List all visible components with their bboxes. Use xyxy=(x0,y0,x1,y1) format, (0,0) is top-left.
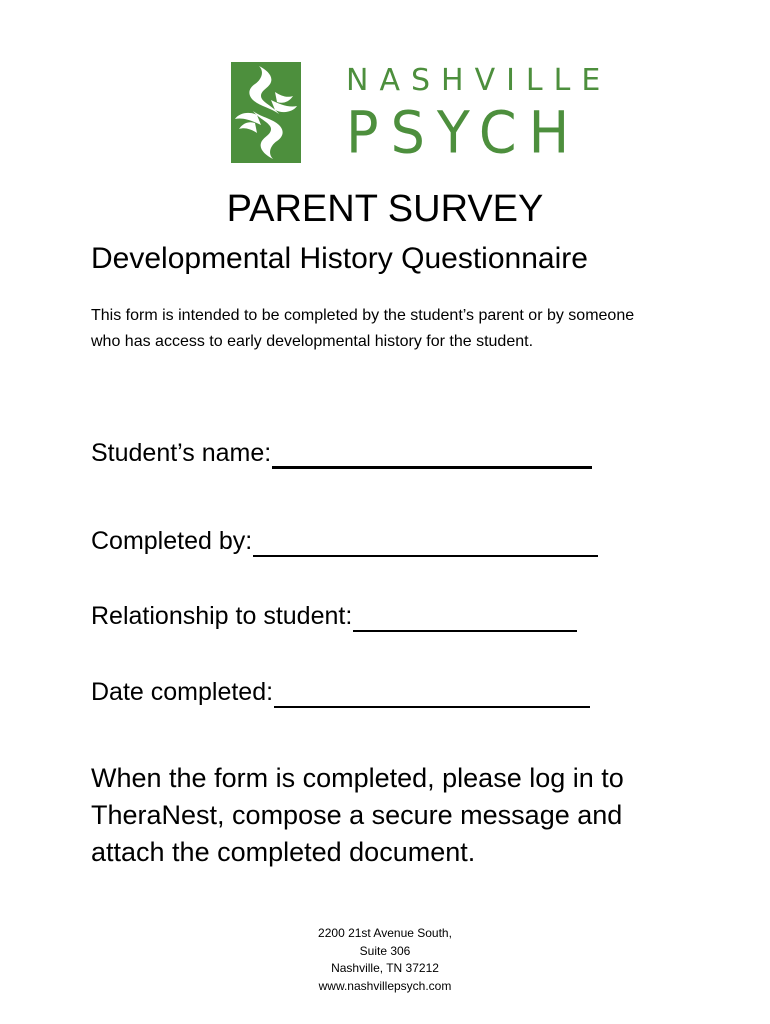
address-suite: Suite 306 xyxy=(359,943,411,958)
logo-text-psych: PSYCH xyxy=(346,98,582,167)
relationship-field xyxy=(91,600,577,632)
completed-by-input[interactable] xyxy=(253,529,598,557)
submission-instructions: When the form is completed, please log in to TheraNest, compose a secure message and attach the completed document. xyxy=(91,763,624,867)
completed-by-label: Completed by: xyxy=(91,527,253,555)
address-website: www.nashvillepsych.com xyxy=(318,978,452,993)
completed-by-field xyxy=(91,525,598,557)
student-name-input[interactable] xyxy=(272,440,592,469)
date-completed-input[interactable] xyxy=(274,680,590,708)
page-subtitle: Developmental History Questionnaire xyxy=(91,242,588,275)
date-completed-label: Date completed: xyxy=(91,678,274,706)
relationship-input[interactable] xyxy=(353,604,577,632)
page-title: PARENT SURVEY xyxy=(226,188,544,230)
logo-text-nashville: NASHVILLE xyxy=(346,63,612,98)
student-name-field xyxy=(91,437,592,469)
date-completed-field xyxy=(91,676,590,708)
address-city: Nashville, TN 37212 xyxy=(331,961,439,975)
hands-icon xyxy=(231,62,301,163)
address-street: 2200 21st Avenue South, xyxy=(318,926,452,940)
address-block xyxy=(0,925,770,995)
student-name-label: Student’s name: xyxy=(91,439,272,467)
intro-paragraph: This form is intended to be completed by the student’s parent or by someone who has access to early developmental history for the student. xyxy=(91,307,635,350)
relationship-label: Relationship to student: xyxy=(91,602,353,630)
nashville-psych-logo xyxy=(231,62,612,167)
